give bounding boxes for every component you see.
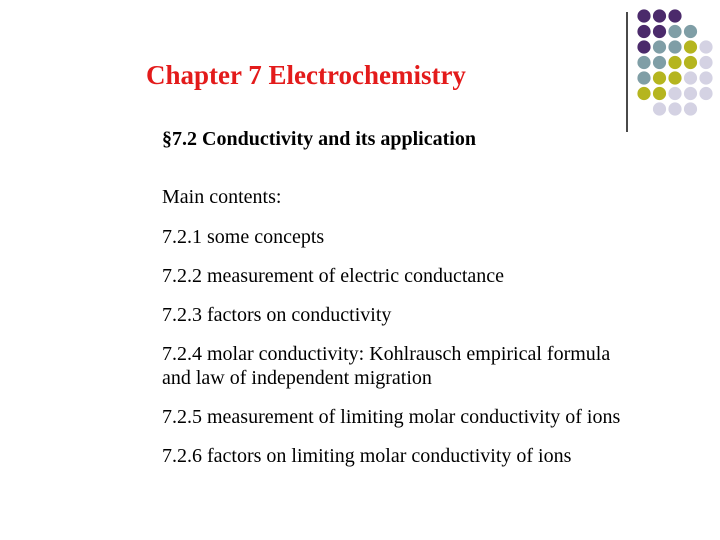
decorative-dot [637,71,650,84]
decorative-dot [684,102,697,115]
decorative-dot [684,40,697,53]
decorative-dot [668,56,681,69]
contents-item: 7.2.3 factors on conductivity [162,304,392,326]
contents-heading: Main contents: [162,186,282,208]
decorative-dot [684,25,697,38]
contents-item: 7.2.5 measurement of limiting molar conductivity of ions [162,406,621,428]
decorative-dot [637,25,650,38]
decorative-divider-line [626,12,628,132]
decorative-dot [668,40,681,53]
decorative-dot-grid [636,6,720,126]
decorative-dot [684,71,697,84]
decorative-dot [699,71,712,84]
decorative-dot [653,87,666,100]
decorative-dot [699,56,712,69]
decorative-dot [668,71,681,84]
decorative-dot [699,87,712,100]
contents-item: 7.2.6 factors on limiting molar conductivity of ions [162,445,572,467]
contents-item: 7.2.4 molar conductivity: Kohlrausch empirical formula and law of independent migration [162,343,611,389]
decorative-dot [668,87,681,100]
contents-list [162,185,632,483]
decorative-dot [653,25,666,38]
decorative-dot [653,40,666,53]
decorative-dot [684,87,697,100]
slide-title: Chapter 7 Electrochemistry [146,60,466,90]
decorative-dot [637,87,650,100]
decorative-dot [668,102,681,115]
decorative-dot [653,56,666,69]
decorative-dot [653,71,666,84]
contents-item: 7.2.2 measurement of electric conductance [162,265,505,287]
decorative-dot [637,9,650,22]
contents-item: 7.2.1 some concepts [162,226,325,248]
decorative-dot [668,25,681,38]
decorative-dot [653,102,666,115]
decorative-dot [668,9,681,22]
decorative-dot [699,40,712,53]
decorative-dot [637,56,650,69]
decorative-dot [637,40,650,53]
section-subtitle: §7.2 Conductivity and its application [162,128,476,150]
decorative-dot [684,56,697,69]
decorative-dot [653,9,666,22]
